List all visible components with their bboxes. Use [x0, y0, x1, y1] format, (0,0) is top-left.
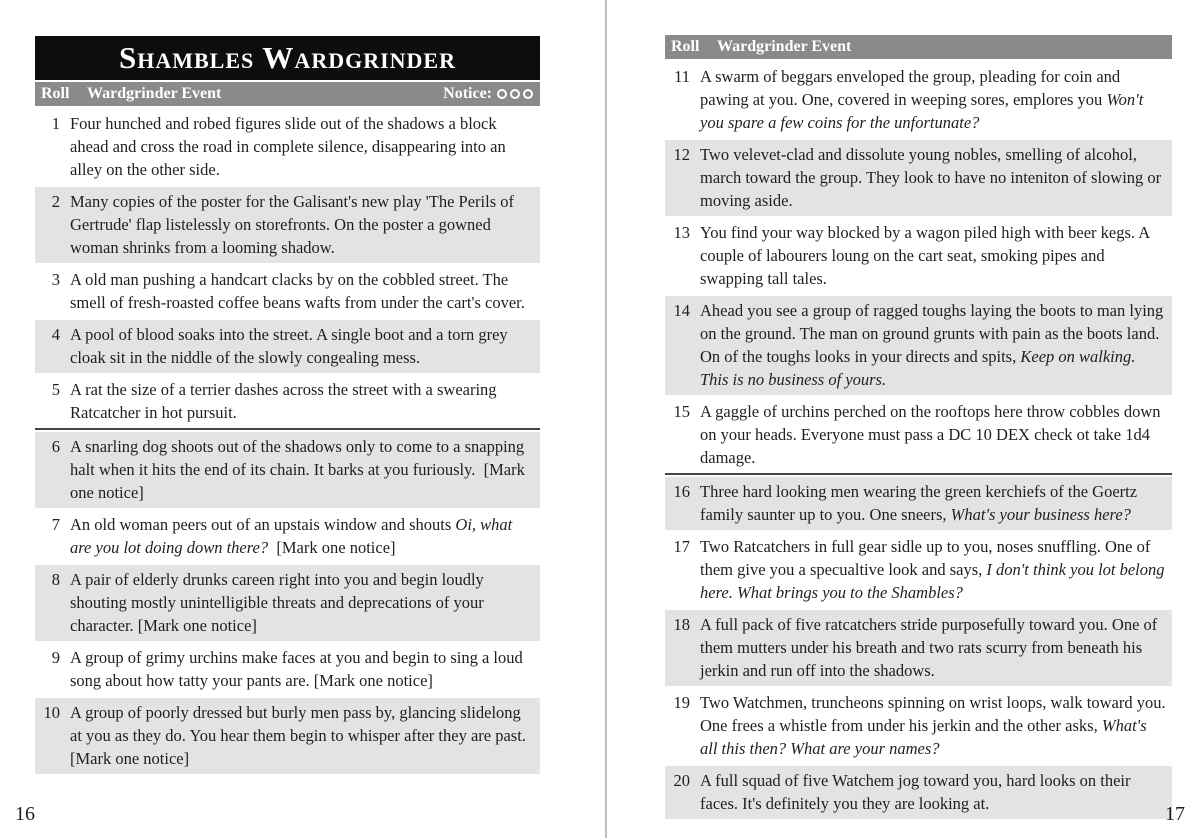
event-column-header: Wardgrinder Event: [717, 38, 852, 55]
table-row: [35, 698, 540, 774]
roll-column-header: Roll: [671, 38, 700, 55]
event-text: Four hunched and robed figures slide out of the shadows a block ahead and cross the road in complete silence, disappearing into an alley on the other side.: [70, 114, 510, 179]
roll-number: 15: [673, 402, 690, 421]
page-divider: [605, 0, 607, 838]
roll-column-header: Roll: [41, 85, 70, 102]
event-text: A full squad of five Watchem jog toward you, hard looks on their faces. It's definitely you they are looking at.: [700, 771, 1135, 813]
notice-circle-icon: [523, 89, 533, 99]
event-column-header: Wardgrinder Event: [87, 85, 222, 102]
event-text: An old woman peers out of an upstais window and shouts Oi, what are you lot doing down there? [Mark one notice]: [70, 515, 517, 557]
notice-circles: [497, 89, 533, 99]
notice-tracker: [443, 85, 540, 103]
event-text: A pool of blood soaks into the street. A single boot and a torn grey cloak sit in the niddle of the slowly congealing mess.: [70, 325, 512, 367]
table-row: [665, 766, 1172, 819]
table-row: [665, 477, 1172, 530]
table-row: [35, 109, 540, 185]
event-text: A gaggle of urchins perched on the rooftops here throw cobbles down on your heads. Everyone must pass a DC 10 DEX check ot take 1d4 damage.: [700, 402, 1165, 467]
table-row: [35, 320, 540, 373]
event-text: Two Watchmen, truncheons spinning on wrist loops, walk toward you. One frees a whistle from under his jerkin and the other asks, What's all this then? What are your names?: [700, 693, 1170, 758]
table-row: [665, 218, 1172, 294]
table-row: [665, 688, 1172, 764]
table-row: [35, 375, 540, 430]
notice-label: Notice:: [443, 85, 492, 102]
events-table-right: [665, 62, 1172, 819]
event-text: Many copies of the poster for the Galisant's new play 'The Perils of Gertrude' flap listelessly on storefronts. On the poster a gowned woman shrinks from a looming shadow.: [70, 192, 519, 257]
events-table-left: [35, 109, 540, 774]
event-text: A rat the size of a terrier dashes across the street with a swearing Ratcatcher in hot pursuit.: [70, 380, 501, 422]
right-page: [665, 33, 1172, 821]
left-page: [35, 36, 540, 776]
roll-number: 1: [51, 114, 60, 133]
event-text: Three hard looking men wearing the green kerchiefs of the Goertz family saunter up to you. One sneers, What's your business here?: [700, 482, 1142, 524]
event-text: A swarm of beggars enveloped the group, pleading for coin and pawing at you. One, covered in weeping sores, emplores you Won't you spare a few coins for the unfortunate?: [700, 67, 1148, 132]
notice-circle-icon: [497, 89, 507, 99]
roll-number: 2: [51, 192, 60, 211]
notice-circle-icon: [510, 89, 520, 99]
event-text: A group of grimy urchins make faces at you and begin to sing a loud song about how tatty your pants are. [Mark one notice]: [70, 648, 527, 690]
event-text: Two velevet-clad and dissolute young nobles, smelling of alcohol, march toward the group. They look to have no inteniton of slowing or moving aside.: [700, 145, 1166, 210]
event-text: You find your way blocked by a wagon piled high with beer kegs. A couple of labourers loung on the cart seat, smoking pipes and swapping tall tales.: [700, 223, 1154, 288]
table-row: [665, 62, 1172, 138]
table-row: [35, 565, 540, 641]
page-title: Shambles Wardgrinder: [118, 40, 456, 75]
roll-number: 4: [51, 325, 60, 344]
table-row: [35, 643, 540, 696]
roll-number: 11: [674, 67, 690, 86]
roll-number: 16: [673, 482, 690, 501]
table-header-left: [35, 82, 540, 106]
roll-number: 13: [673, 223, 690, 242]
table-row: [35, 432, 540, 508]
roll-number: 3: [51, 270, 60, 289]
roll-number: 18: [673, 615, 690, 634]
event-text: A group of poorly dressed but burly men pass by, glancing slidelong at you as they do. You hear them begin to whisper after they are past. [Mark one notice]: [70, 703, 531, 768]
roll-number: 19: [673, 693, 690, 712]
title-banner: [35, 36, 540, 80]
table-row: [665, 397, 1172, 475]
roll-number: 6: [51, 437, 60, 456]
table-row: [35, 510, 540, 563]
table-row: [35, 265, 540, 318]
event-text: A full pack of five ratcatchers stride purposefully toward you. One of them mutters under his breath and two rats scurry from beneath his jerkin and run off into the shadows.: [700, 615, 1162, 680]
roll-number: 12: [673, 145, 690, 164]
table-row: [665, 140, 1172, 216]
page-number: 17: [1165, 803, 1185, 825]
table-row: [665, 532, 1172, 608]
page-number: 16: [15, 803, 35, 825]
table-row: [35, 187, 540, 263]
roll-number: 8: [51, 570, 60, 589]
event-text: Two Ratcatchers in full gear sidle up to you, noses snuffling. One of them give you a specualtive look and says, I don't think you lot belong here. What brings you to the Shambles?: [700, 537, 1169, 602]
event-text: A pair of elderly drunks careen right into you and begin loudly shouting mostly unintelligible threats and deprecations of your character. [Mark one notice]: [70, 570, 488, 635]
roll-number: 7: [51, 515, 60, 534]
table-row: [665, 296, 1172, 395]
roll-number: 5: [51, 380, 60, 399]
roll-number: 9: [51, 648, 60, 667]
roll-number: 17: [673, 537, 690, 556]
table-row: [665, 610, 1172, 686]
roll-number: 20: [673, 771, 690, 790]
event-text: A old man pushing a handcart clacks by on the cobbled street. The smell of fresh-roasted coffee beans wafts from under the cart's cover.: [70, 270, 525, 312]
roll-number: 10: [43, 703, 60, 722]
table-header-right: [665, 35, 1172, 59]
roll-number: 14: [673, 301, 690, 320]
event-text: Ahead you see a group of ragged toughs laying the boots to man lying on the ground. The man on ground grunts with pain as the boots land. On of the toughs looks in your directs and spits, Keep on walking. This is no business of yours.: [700, 301, 1168, 389]
event-text: A snarling dog shoots out of the shadows only to come to a snapping halt when it hits the end of its chain. It barks at you furiously. [Mark one notice]: [70, 437, 530, 502]
